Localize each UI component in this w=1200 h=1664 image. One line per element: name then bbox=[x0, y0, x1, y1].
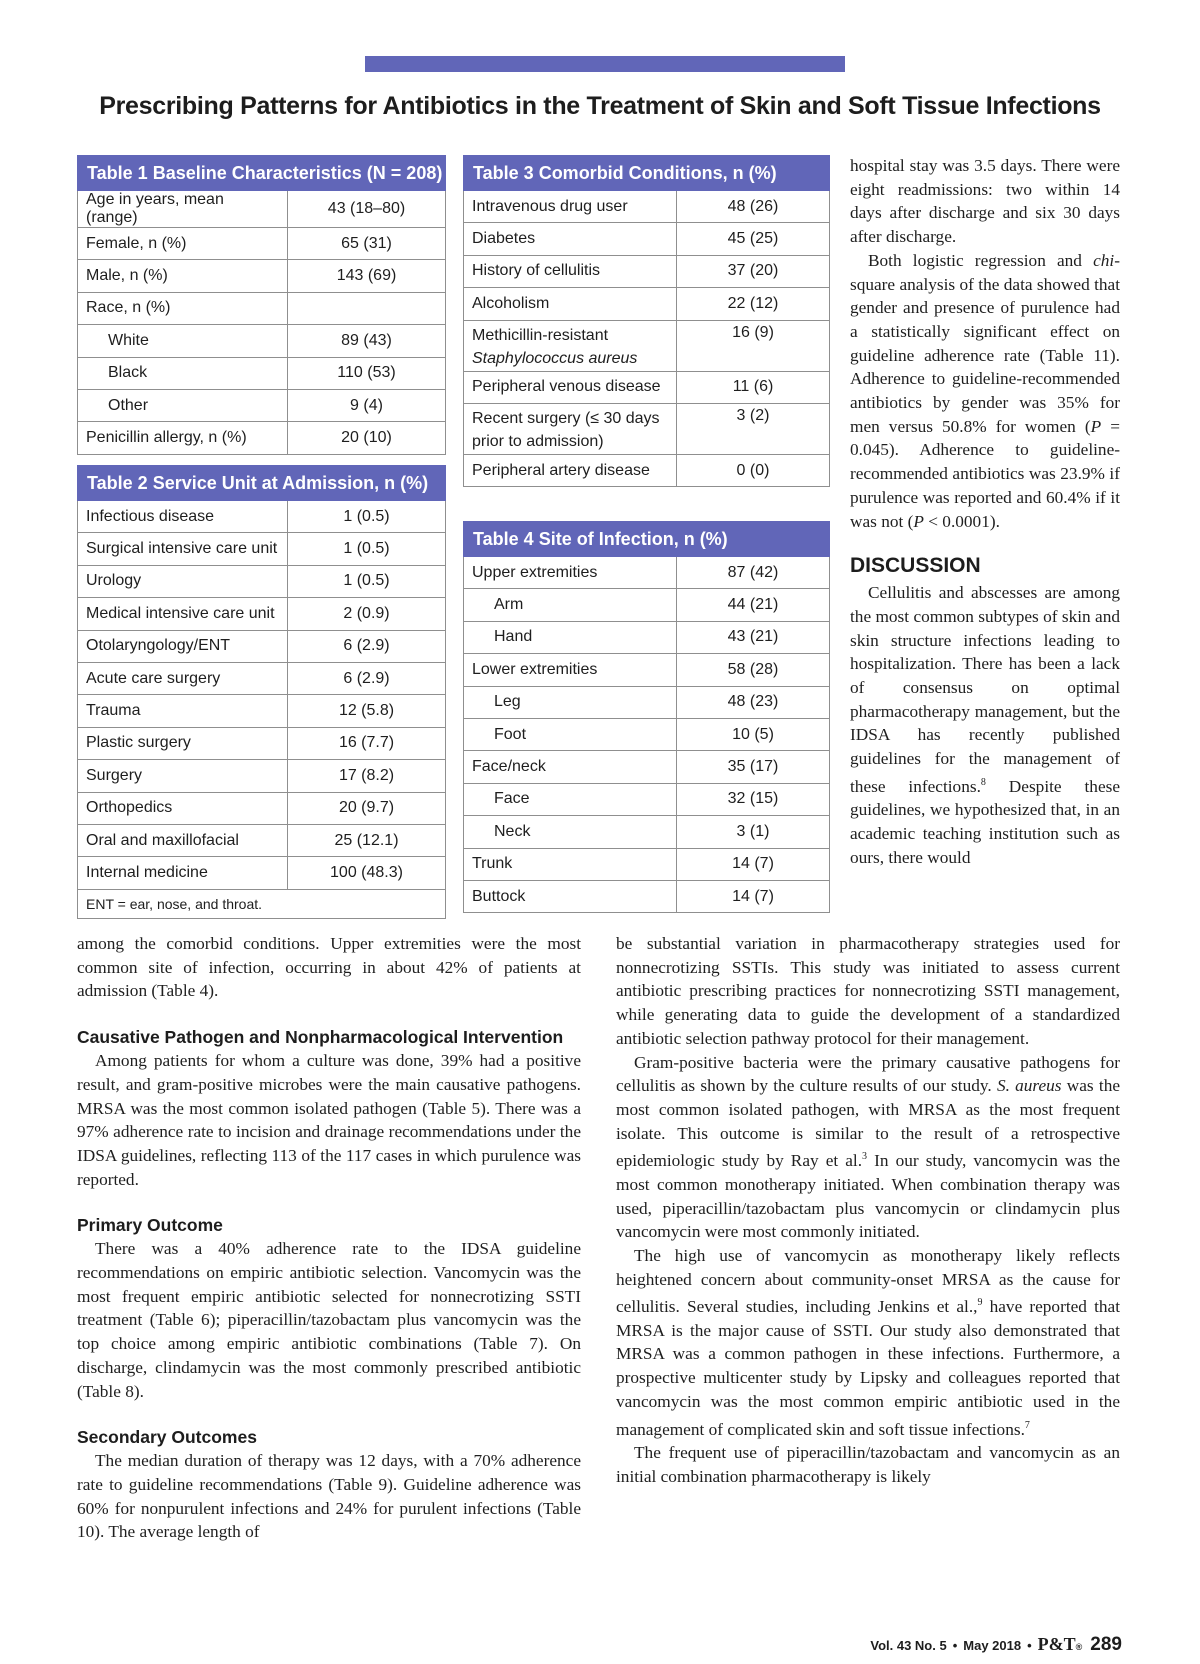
table-2-title: Table 2 Service Unit at Admission, n (%) bbox=[78, 466, 446, 501]
table-row: Female, n (%) 65 (31) bbox=[78, 228, 446, 260]
issue-info: Vol. 43 No. 5 bbox=[870, 1638, 947, 1653]
registered-mark: ® bbox=[1075, 1642, 1083, 1652]
table-4-title: Table 4 Site of Infection, n (%) bbox=[464, 522, 830, 557]
table-row: Lower extremities 58 (28) bbox=[464, 654, 830, 686]
right-column-text bbox=[850, 154, 1120, 869]
page-footer: Vol. 43 No. 5 • May 2018 • P&T® 289 bbox=[870, 1634, 1122, 1655]
paragraph: The high use of vancomycin as monotherapy likely reflects heightened concern about community-onset MRSA as the cause for cellulitis. Several studies, including Jenkins et al.,$^9$ have reported that MRSA is the major cause of SSTI. Our study also demonstrated that MRSA was a common pathogen in these infections. Furthermore, a prospective multicenter study by Lipsky and colleagues reported that vancomycin was the most common empiric antibiotic used in the management of complicated skin and soft tissue infections.$^7$ bbox=[616, 1245, 1120, 1439]
table-row: Acute care surgery 6 (2.9) bbox=[78, 662, 446, 694]
paragraph: hospital stay was 3.5 days. There were eight readmissions: two within 14 days after discharge and six 30 days after discharge. bbox=[850, 156, 1120, 247]
table-row: Penicillin allergy, n (%) 20 (10) bbox=[78, 422, 446, 454]
table-3-title: Table 3 Comorbid Conditions, n (%) bbox=[464, 156, 830, 191]
table-row: Arm 44 (21) bbox=[464, 589, 830, 621]
table-row: Trauma 12 (5.8) bbox=[78, 695, 446, 727]
paragraph: among the comorbid conditions. Upper extremities were the most common site of infection, occurring in about 42% of patients at admission (Table 4). bbox=[77, 934, 581, 1001]
issue-date: May 2018 bbox=[963, 1638, 1022, 1653]
paragraph: Both logistic regression and chi-square analysis of the data showed that gender and presence of purulence had a statistically significant effect on guideline adherence rate (Table 11). Adherence to guideline-recommended antibiotics by gender was 35% for men versus 50.8% for women (P = 0.045). Adherence to guideline-recommended antibiotics was 23.9% if purulence was reported and 60.4% if it was not (P < 0.0001). bbox=[850, 250, 1120, 531]
table-row: Buttock 14 (7) bbox=[464, 880, 830, 912]
table-row: Oral and maxillofacial 25 (12.1) bbox=[78, 824, 446, 856]
table-row: Race, n (%) bbox=[78, 292, 446, 324]
table-2-footnote: ENT = ear, nose, and throat. bbox=[78, 889, 446, 918]
table-row: Infectious disease 1 (0.5) bbox=[78, 501, 446, 533]
table-row: Age in years, mean (range) 43 (18–80) bbox=[78, 191, 446, 228]
table-row: Orthopedics 20 (9.7) bbox=[78, 792, 446, 824]
table-row: Surgery 17 (8.2) bbox=[78, 760, 446, 792]
page-number: 289 bbox=[1090, 1634, 1122, 1655]
paragraph: Cellulitis and abscesses are among the most common subtypes of skin and skin structure infections leading to hospitalization. There has been a lack of consensus on optimal pharmacotherapy management, but the IDSA has recently published guidelines for the management of these infections.$^8$ Despite these guidelines, we hypothesized that, in an academic teaching institution such as ours, there would bbox=[850, 583, 1121, 867]
table-row: Surgical intensive care unit 1 (0.5) bbox=[78, 533, 446, 565]
table-row: Plastic surgery 16 (7.7) bbox=[78, 727, 446, 759]
section-heading-discussion: DISCUSSION bbox=[850, 554, 981, 578]
left-column-text bbox=[77, 932, 581, 1544]
table-row: Intravenous drug user 48 (26) bbox=[464, 191, 830, 223]
table-row: Hand 43 (21) bbox=[464, 621, 830, 653]
table-row: Male, n (%) 143 (69) bbox=[78, 260, 446, 292]
paragraph: Gram-positive bacteria were the primary causative pathogens for cellulitis as shown by the culture results of our study. S. aureus was the most common isolated pathogen, with MRSA as the most frequent isolate. This outcome is similar to the result of a retrospective epidemiologic study by Ray et al.$^3$ In our study, vancomycin was the most common monotherapy initiated. When combination therapy was used, piperacillin/tazobactam plus vancomycin or clindamycin plus vancomycin were most commonly initiated. bbox=[616, 1052, 1120, 1242]
table-row: Alcoholism 22 (12) bbox=[464, 288, 830, 320]
page-title: Prescribing Patterns for Antibiotics in the Treatment of Skin and Soft Tissue Infections bbox=[99, 92, 1101, 120]
table-row: Methicillin-resistant Staphylococcus aureus 16 (9) bbox=[464, 320, 830, 371]
table-1-baseline-characteristics bbox=[77, 155, 446, 455]
paragraph: be substantial variation in pharmacotherapy strategies used for nonnecrotizing SSTIs. This study was initiated to assess current antibiotic prescribing practices for nonnecrotizing SSTI management, while generating data to guide the development of a standardized antibiotic selection pathway protocol for their management. bbox=[616, 934, 1120, 1048]
table-row: Trunk 14 (7) bbox=[464, 848, 830, 880]
paragraph: There was a 40% adherence rate to the IDSA guideline recommendations on empiric antibiotic selection. Vancomycin was the most frequent empiric antibiotic selected for nonnecrotizing SSTI treatment (Table 6); piperacillin/tazobactam plus vancomycin was the top choice among empiric antibiotic combinations (Table 7). On discharge, clindamycin was the most commonly prescribed antibiotic (Table 8). bbox=[77, 1239, 581, 1401]
table-4-site-of-infection bbox=[463, 521, 830, 913]
table-2-service-unit bbox=[77, 465, 446, 919]
paragraph: The frequent use of piperacillin/tazobactam and vancomycin as an initial combination pharmacotherapy is likely bbox=[616, 1443, 1120, 1486]
table-row: Leg 48 (23) bbox=[464, 686, 830, 718]
table-row: Face 32 (15) bbox=[464, 783, 830, 815]
table-row: Diabetes 45 (25) bbox=[464, 223, 830, 255]
table-row: History of cellulitis 37 (20) bbox=[464, 255, 830, 287]
table-row: Face/neck 35 (17) bbox=[464, 751, 830, 783]
table-row: Foot 10 (5) bbox=[464, 718, 830, 750]
table-row: Medical intensive care unit 2 (0.9) bbox=[78, 598, 446, 630]
table-row: Neck 3 (1) bbox=[464, 816, 830, 848]
table-1-title: Table 1 Baseline Characteristics (N = 208) bbox=[78, 156, 446, 191]
section-heading: Secondary Outcomes bbox=[77, 1427, 257, 1448]
table-row: Recent surgery (≤ 30 days prior to admission) 3 (2) bbox=[464, 403, 830, 454]
table-row: Upper extremities 87 (42) bbox=[464, 557, 830, 589]
header-color-bar bbox=[365, 56, 845, 72]
table-row: Urology 1 (0.5) bbox=[78, 565, 446, 597]
table-row: Peripheral venous disease 11 (6) bbox=[464, 371, 830, 403]
table-note-row bbox=[78, 889, 446, 918]
table-row: Black 110 (53) bbox=[78, 357, 446, 389]
table-row: Internal medicine 100 (48.3) bbox=[78, 857, 446, 889]
section-heading: Causative Pathogen and Nonpharmacological Intervention bbox=[77, 1027, 564, 1048]
table-row: Other 9 (4) bbox=[78, 389, 446, 421]
section-heading: Primary Outcome bbox=[77, 1215, 223, 1236]
table-row: Peripheral artery disease 0 (0) bbox=[464, 454, 830, 486]
middle-column-text bbox=[616, 932, 1120, 1488]
table-3-comorbid-conditions bbox=[463, 155, 830, 487]
paragraph: The median duration of therapy was 12 days, with a 70% adherence rate to guideline recommendations (Table 9). Guideline adherence was 60% for nonpurulent infections and 24% for purulent infections (Table 10). The average length of bbox=[77, 1451, 581, 1542]
table-row: White 89 (43) bbox=[78, 325, 446, 357]
journal-brand: P&T bbox=[1037, 1634, 1076, 1654]
table-row: Otolaryngology/ENT 6 (2.9) bbox=[78, 630, 446, 662]
paragraph: Among patients for whom a culture was done, 39% had a positive result, and gram-positive microbes were the main causative pathogens. MRSA was the most common isolated pathogen (Table 5). There was a 97% adherence rate to incision and drainage recommendations under the IDSA guidelines, reflecting 113 of the 117 cases in which purulence was reported. bbox=[77, 1051, 581, 1189]
